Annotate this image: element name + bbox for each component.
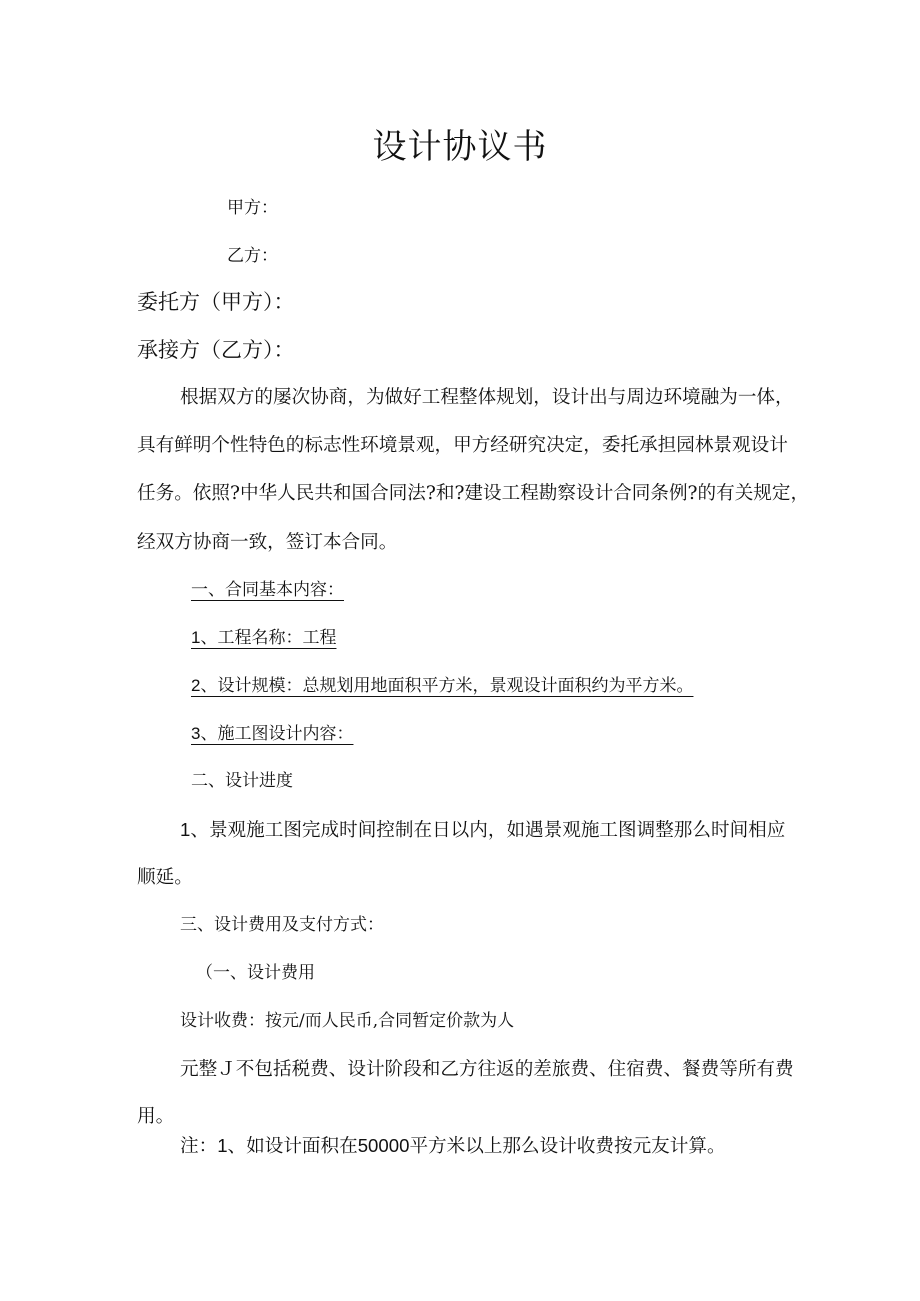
item-text: 、工程名称：工程 [200,628,337,648]
client-label: 委托方（甲方）： [137,290,295,314]
intro-line: 经双方协商一致，签订本合同。 [137,532,398,553]
item-number: 3 [191,724,201,743]
intro-line: 任务。依照?中华人民共和国合同法?和?建设工程勘察设计合同条例?的有关规定， [137,483,810,504]
section3-sub-heading: （一、设计费用 [196,963,315,983]
item-text: 、施工图设计内容： [200,724,354,744]
fee-line-3: 用。 [137,1106,175,1127]
contractor-label: 承接方（乙方）： [137,338,295,362]
section2-item-1 [180,821,785,841]
party-b-short: 乙方： [227,246,278,266]
note-line [180,1137,726,1157]
section1-item-1 [191,629,336,647]
section2-heading: 二、设计进度 [191,771,293,791]
section2-item-1-cont: 顺延。 [137,867,193,888]
item-number: 1 [180,819,191,840]
fee-line-1: 设计收费：按元/而人民币,合同暂定价款为人 [180,1011,515,1031]
section1-heading: 一、合同基本内容： [191,580,344,600]
section3-heading: 三、设计费用及支付方式： [180,915,384,935]
item-number: 2 [191,676,201,695]
party-a-short: 甲方： [227,198,278,218]
section1-item-2 [191,677,693,695]
note-prefix: 注： [180,1136,218,1157]
intro-line: 根据双方的屡次协商，为做好工程整体规划，设计出与周边环境融为一体， [180,387,794,408]
fee-line-2: 元整Ｊ不包括税费、设计阶段和乙方往返的差旅费、住宿费、餐费等所有费 [180,1059,794,1080]
note-mid: 、如设计面积在 [227,1136,358,1157]
section1-item-3 [191,725,353,743]
document-title: 设计协议书 [372,127,548,167]
item-text: 、设计规模：总规划用地面积平方米，景观设计面积约为平方米。 [200,676,694,696]
note-area-value: 50000 [357,1135,410,1156]
intro-line: 具有鲜明个性特色的标志性环境景观，甲方经研究决定，委托承担园林景观设计 [137,435,788,456]
note-number: 1 [217,1135,228,1156]
item-text: 、景观施工图完成时间控制在日以内，如遇景观施工图调整那么时间相应 [190,820,786,841]
note-suffix: 平方米以上那么设计收费按元友计算。 [409,1136,726,1157]
item-number: 1 [191,628,201,647]
